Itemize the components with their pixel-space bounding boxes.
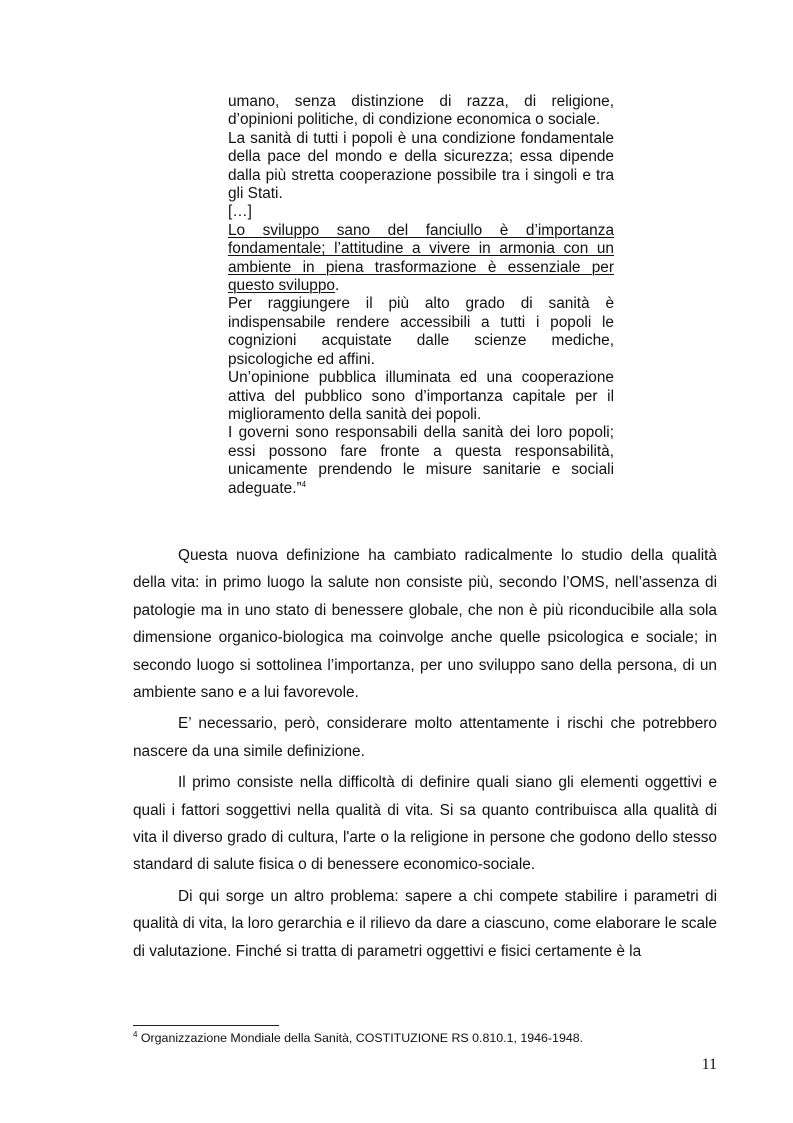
underlined-end: . [334, 277, 340, 295]
footnote [133, 1030, 583, 1046]
body-paragraph: Questa nuova definizione ha cambiato radicalmente lo studio della qualità della vita: in primo luogo la salute non consiste più, secondo l’OMS, nell’assenza di patologie ma in uno stato di benessere globale, che non è più riconducibile alla sola dimensione organico-biologica ma coinvolge anche quelle psicologica e sociale; in secondo luogo si sottolinea l’importanza, per uno sviluppo sano della persona, di un ambiente sano e a lui favorevole. [133, 547, 717, 702]
body-paragraph: Il primo consiste nella difficoltà di definire quali siano gli elementi oggettivi e quali i fattori soggettivi nella qualità di vita. Si sa quanto contribuisca alla qualità di vita il diverso grado di cultura, l'arte o la religione in persone che godono dello stesso standard di salute fisica o di benessere economico-sociale. [133, 774, 717, 874]
quote-last-text: I governi sono responsabili della sanità dei loro popoli; essi possono fare fronte a questa responsabilità, unicamente prendendo le misure sanitarie e sociali adeguate.” [228, 424, 614, 497]
page-number: 11 [701, 1056, 717, 1073]
underlined-text: Lo sviluppo sano del fanciullo è d’importanza fondamentale; l’attitudine a vivere in armonia con un ambiente in piena trasformazione è essenziale per questo sviluppo [228, 221, 614, 295]
quote-paragraph: La sanità di tutti i popoli è una condizione fondamentale della pace del mondo e della sicurezza; essa dipende dalla più stretta cooperazione possibile tra i singoli e tra gli Stati. [228, 129, 614, 203]
body-paragraph: Di qui sorge un altro problema: sapere a chi compete stabilire i parametri di qualità di vita, la loro gerarchia e il rilievo da dare a ciascuno, come elaborare le scale di valutazione. Finché si tratta di parametri oggettivi e fisici certamente è la [133, 887, 717, 960]
footnote-divider [133, 1025, 279, 1026]
quote-paragraph: Per raggiungere il più alto grado di sanità è indispensabile rendere accessibili a tutti i popoli le cognizioni acquistate dalle scienze mediche, psicologiche ed affini. [228, 295, 614, 368]
block-quote [228, 93, 614, 498]
body-paragraph: E’ necessario, però, considerare molto attentamente i rischi che potrebbero nascere da una simile definizione. [133, 715, 717, 760]
quote-ellipsis: […] [228, 203, 252, 221]
body-text [133, 542, 717, 969]
quote-paragraph-underlined [228, 222, 614, 296]
footnote-number: 4 [133, 1029, 138, 1039]
footnote-reference: 4 [301, 479, 307, 489]
footnote-text: Organizzazione Mondiale della Sanità, COSTITUZIONE RS 0.810.1, 1946-1948. [137, 1031, 584, 1045]
quote-paragraph-last [228, 424, 614, 498]
quote-paragraph: umano, senza distinzione di razza, di religione, d’opinioni politiche, di condizione economica o sociale. [228, 93, 614, 129]
quote-paragraph: Un’opinione pubblica illuminata ed una cooperazione attiva del pubblico sono d’importanza capitale per il miglioramento della sanità dei popoli. [228, 369, 614, 423]
